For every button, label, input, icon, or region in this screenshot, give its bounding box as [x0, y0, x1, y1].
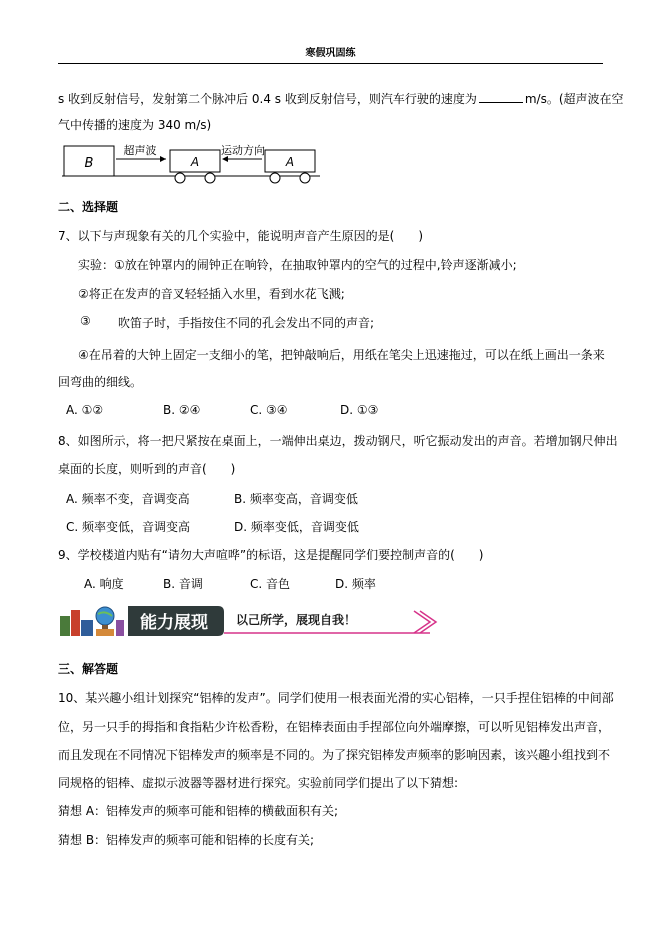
- ability-banner: [58, 600, 440, 638]
- q9-stem: 9、学校楼道内贴有“请勿大声喧哗”的标语，这是提醒同学们要控制声音的( ): [58, 548, 484, 562]
- q9-option-c: C. 音色: [250, 577, 291, 591]
- ultrasonic-figure: [62, 140, 322, 186]
- q9-option-b: B. 音调: [163, 577, 203, 591]
- answer-blank: [479, 91, 523, 103]
- q7-experiment-4-line2: 回弯曲的细线。: [58, 375, 143, 389]
- books-globe-icon: [60, 607, 124, 636]
- wave-arrow-head: [160, 156, 166, 162]
- banner-arrow-icon: [414, 611, 430, 633]
- q8-line1: 8、如图所示，将一把尺紧按在桌面上，一端伸出桌边，拨动钢尺，听它振动发出的声音。若增加钢尺伸出: [58, 434, 618, 448]
- direction-label: 运动方向: [221, 144, 265, 157]
- q10-line2: 位，另一只手的拇指和食指粘少许松香粉，在铝棒表面由手捏部位向外端摩擦，可以听见铝棒发出声音，: [58, 720, 611, 734]
- car-a2-label: A: [285, 155, 295, 169]
- q7-stem: 7、以下与声现象有关的几个实验中，能说明声音产生原因的是( ): [58, 229, 424, 243]
- q6-line1-text: s 收到反射信号，发射第二个脉冲后 0.4 s 收到反射信号，则汽车行驶的速度为: [58, 92, 477, 106]
- q7-experiment-4-line1: ④在吊着的大钟上固定一支细小的笔，把钟敲响后，用纸在笔尖上迅速拖过，可以在纸上画出一条来: [78, 348, 605, 362]
- q8-option-d: D. 频率变低，音调变低: [234, 520, 359, 534]
- q9-option-a: A. 响度: [84, 577, 124, 591]
- q10-line4: 同规格的铝棒、虚拟示波器等器材进行探究。实验前同学们提出了以下猜想:: [58, 776, 459, 790]
- page-header-title: 寒假巩固练: [305, 48, 356, 59]
- header-divider: [58, 63, 603, 64]
- q7-option-c: C. ③④: [250, 403, 288, 417]
- q6-line1: [58, 90, 624, 107]
- q7-option-b: B. ②④: [163, 403, 201, 417]
- q7-experiment-2: ②将正在发声的音叉轻轻插入水里，看到水花飞溅;: [78, 287, 345, 301]
- q7-experiment-3: 吹笛子时，手指按住不同的孔会发出不同的声音;: [118, 316, 375, 330]
- banner-arrow-icon: [420, 611, 436, 633]
- wave-label: 超声波: [123, 144, 157, 157]
- section-3-title: 三、解答题: [58, 662, 119, 676]
- q10-guess-a: 猜想 A：铝棒发声的频率可能和铝棒的横截面积有关;: [58, 804, 339, 818]
- q10-line3: 而且发现在不同情况下铝棒发声的频率是不同的。为了探究铝棒发声频率的影响因素，该兴趣小组找到不: [58, 748, 611, 762]
- q10-guess-b: 猜想 B：铝棒发声的频率可能和铝棒的长度有关;: [58, 833, 315, 847]
- q7-experiment-1: 实验：①放在钟罩内的闹钟正在响铃，在抽取钟罩内的空气的过程中,铃声逐渐减小;: [78, 258, 517, 272]
- q7-experiment-3-number: ③: [80, 314, 91, 328]
- q8-line2: 桌面的长度，则听到的声音( ): [58, 462, 236, 476]
- car-a1-label: A: [190, 155, 200, 169]
- q6-line1-tail: m/s。(超声波在空: [524, 92, 624, 106]
- q8-option-b: B. 频率变高，音调变低: [234, 492, 358, 506]
- device-b-label: B: [84, 156, 94, 171]
- car-a1-wheel: [205, 173, 215, 183]
- car-a1-wheel: [175, 173, 185, 183]
- banner-title: 能力展现: [140, 613, 208, 633]
- q8-option-c: C. 频率变低，音调变高: [66, 520, 191, 534]
- q8-option-a: A. 频率不变，音调变高: [66, 492, 190, 506]
- banner-slogan: 以己所学，展现自我！: [236, 613, 357, 627]
- section-2-title: 二、选择题: [58, 200, 119, 214]
- q7-option-d: D. ①③: [340, 403, 379, 417]
- car-a2-wheel: [300, 173, 310, 183]
- q10-line1: 10、某兴趣小组计划探究“铝棒的发声”。同学们使用一根表面光滑的实心铝棒，一只手捏住铝棒的中间部: [58, 691, 614, 705]
- q6-line2: 气中传播的速度为 340 m/s): [58, 118, 212, 132]
- q9-option-d: D. 频率: [335, 577, 376, 591]
- q7-option-a: A. ①②: [66, 403, 104, 417]
- car-a2-wheel: [270, 173, 280, 183]
